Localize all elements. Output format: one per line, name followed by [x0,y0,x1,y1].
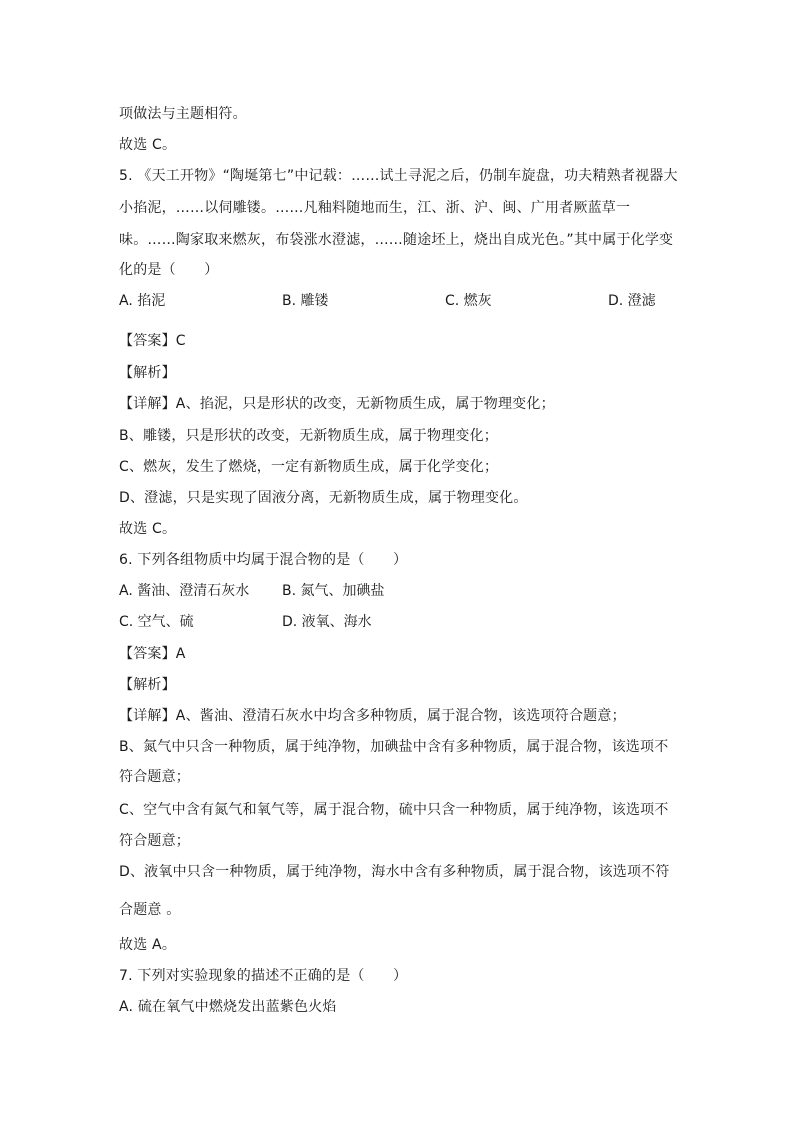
analysis-label: 【解析】 [119,677,176,693]
text-line: C、燃灰，发生了燃烧，一定有新物质生成，属于化学变化； [119,459,499,475]
text-line: 故选 A。 [119,937,177,953]
analysis-label: 【解析】 [119,365,176,381]
text-line: B、氮气中只含一种物质，属于纯净物，加碘盐中含有多种物质，属于混合物，该选项不 [119,739,669,755]
text-line: 符合题意； [119,833,190,849]
answer-label: 【答案】C [119,333,186,349]
answer-label: 【答案】A [119,646,186,662]
text-line: 符合题意； [119,769,190,785]
text-line: 小掐泥，……以伺雕镂。……凡釉料随地而生，江、浙、沪、闽、广用者厥蓝草一 [119,200,631,216]
q7-option-a: A. 硫在氧气中燃烧发出蓝紫色火焰 [119,999,337,1015]
q5-option-b: B. 雕镂 [282,293,329,309]
text-line: 【详解】A、掐泥，只是形状的改变，无新物质生成，属于物理变化； [119,396,555,412]
text-line: 味。……陶家取来燃灰，布袋涨水澄滤，……随途坯上，烧出自成光色。”其中属于化学变 [119,232,674,248]
text-line: B、雕镂，只是形状的改变，无新物质生成，属于物理变化； [119,428,499,444]
q6-option-d: D. 液氧、海水 [282,614,372,630]
question-7-stem: 7. 下列对实验现象的描述不正确的是（ ） [119,968,408,984]
q5-option-c: C. 燃灰 [445,293,492,309]
text-line: 故选 C。 [119,521,177,537]
text-line: 合题意 。 [119,902,181,918]
text-line: D、澄滤，只是实现了固液分离，无新物质生成，属于物理变化。 [119,490,528,506]
text-line: 化的是（ ） [119,262,219,278]
text-line: 【详解】A、酱油、澄清石灰水中均含多种物质，属于混合物，该选项符合题意； [119,708,626,724]
text-line: C、空气中含有氮气和氧气等，属于混合物，硫中只含一种物质，属于纯净物，该选项不 [119,802,669,818]
text-line: 故选 C。 [119,137,177,153]
text-line: D、液氧中只含一种物质，属于纯净物，海水中含有多种物质，属于混合物，该选项不符 [119,864,670,880]
q6-option-a: A. 酱油、澄清石灰水 [119,583,250,599]
question-5-stem: 5. 《天工开物》“陶埏第七”中记载：……试土寻泥之后，仍制车旋盘，功夫精熟者视器大 [119,168,678,184]
text-line: 项做法与主题相符。 [119,106,247,122]
q5-option-a: A. 掐泥 [119,293,166,309]
q6-option-c: C. 空气、硫 [119,614,194,630]
q6-option-b: B. 氮气、加碘盐 [282,583,385,599]
q5-option-d: D. 澄滤 [608,293,656,309]
question-6-stem: 6. 下列各组物质中均属于混合物的是（ ） [119,552,408,568]
